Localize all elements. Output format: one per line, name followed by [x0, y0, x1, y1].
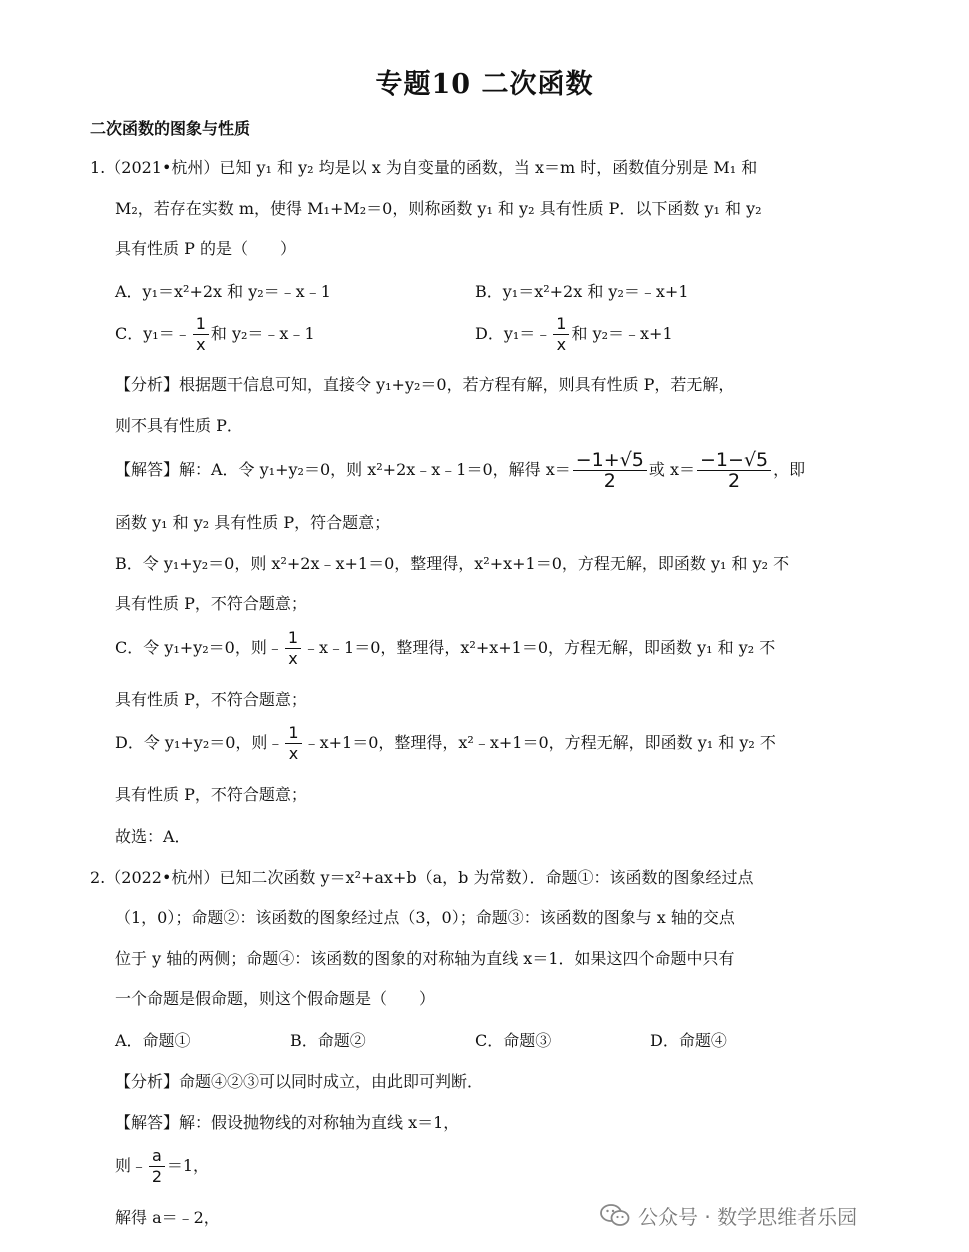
- q1-solution-c-line-1: [115, 628, 775, 669]
- q1-solution-a-suffix: ，即: [773, 460, 806, 479]
- fraction-numerator: −1+√5: [573, 450, 647, 471]
- q1-stem-line-1: 1.（2021•杭州）已知 y₁ 和 y₂ 均是以 x 为自变量的函数，当 x＝m 时，函数值分别是 M₁ 和: [90, 158, 758, 177]
- section-heading: 二次函数的图象与性质: [90, 119, 251, 138]
- q1-solution-c-line-2: 具有性质 P，不符合题意；: [115, 690, 307, 709]
- fraction-a-over-2: [149, 1146, 165, 1187]
- q1-solution-a-or: 或 x＝: [648, 460, 696, 479]
- q1-stem-line-3: 具有性质 P 的是（ ）: [115, 239, 296, 258]
- q1-solution-d-suffix: ﹣x+1＝0，整理得，x²﹣x+1＝0，方程无解，即函数 y₁ 和 y₂ 不: [303, 733, 776, 752]
- fraction-numerator: 1: [285, 723, 301, 744]
- q1-analysis-line-1: 【分析】根据题干信息可知，直接令 y₁+y₂＝0，若方程有解，则具有性质 P，若无解，: [115, 375, 735, 394]
- q2-analysis: 【分析】命题④②③可以同时成立，由此即可判断．: [115, 1072, 484, 1091]
- q1-solution-d-line-1: [115, 723, 776, 764]
- q1-option-d-suffix: 和 y₂＝﹣x+1: [571, 324, 673, 343]
- q2-option-d: D．命题④: [650, 1031, 727, 1050]
- q1-solution-c-suffix: ﹣x﹣1＝0，整理得，x²+x+1＝0，方程无解，即函数 y₁ 和 y₂ 不: [303, 638, 776, 657]
- q1-option-d: [475, 314, 673, 355]
- fraction-numerator: 1: [193, 314, 209, 335]
- q1-option-c-suffix: 和 y₂＝﹣x﹣1: [210, 324, 315, 343]
- fraction-root-plus: [573, 450, 647, 491]
- q1-solution-d-prefix: D．令 y₁+y₂＝0，则﹣: [115, 733, 284, 752]
- fraction-numerator: 1: [285, 628, 301, 649]
- q1-solution-a-prefix: 【解答】解：A．令 y₁+y₂＝0，则 x²+2x﹣x﹣1＝0，解得 x＝: [115, 460, 571, 479]
- fraction-denominator: x: [196, 335, 206, 354]
- q1-option-a: A．y₁＝x²+2x 和 y₂＝﹣x﹣1: [115, 282, 331, 301]
- q2-stem-line-3: 位于 y 轴的两侧；命题④：该函数的图象的对称轴为直线 x＝1．如果这四个命题中只有: [115, 949, 735, 968]
- q2-solution-line-2: [115, 1146, 209, 1187]
- q1-option-c: [115, 314, 315, 355]
- watermark: [600, 1198, 857, 1232]
- q2-option-c: C．命题③: [475, 1031, 552, 1050]
- q2-stem-line-4: 一个命题是假命题，则这个假命题是（ ）: [115, 989, 436, 1008]
- fraction-one-over-x: [553, 314, 569, 355]
- q2-solution-line-2-suffix: ＝1，: [166, 1156, 210, 1175]
- q2-option-a: A．命题①: [115, 1031, 191, 1050]
- q1-solution-b-line-1: B．令 y₁+y₂＝0，则 x²+2x﹣x+1＝0，整理得，x²+x+1＝0，方程无解，即函数 y₁ 和 y₂ 不: [115, 554, 790, 573]
- q1-stem-line-2: M₂，若存在实数 m，使得 M₁+M₂＝0，则称函数 y₁ 和 y₂ 具有性质 P．以下函数 y₁ 和 y₂: [115, 199, 762, 218]
- q1-answer: 故选：A．: [115, 827, 191, 846]
- q1-solution-a: [115, 450, 805, 491]
- q1-option-c-prefix: C．y₁＝﹣: [115, 324, 191, 343]
- q1-solution-c-prefix: C．令 y₁+y₂＝0，则﹣: [115, 638, 283, 657]
- q1-option-d-prefix: D．y₁＝﹣: [475, 324, 552, 343]
- fraction-denominator: x: [288, 649, 298, 668]
- q2-solution-line-3: 解得 a＝﹣2，: [115, 1208, 220, 1227]
- q2-option-b: B．命题②: [290, 1031, 366, 1050]
- wechat-icon: [600, 1203, 630, 1227]
- page-title: 专题10 二次函数: [375, 69, 594, 100]
- q2-stem-line-1: 2.（2022•杭州）已知二次函数 y＝x²+ax+b（a，b 为常数）．命题①：该函数的图象经过点: [90, 868, 754, 887]
- q1-solution-b-line-2: 具有性质 P，不符合题意；: [115, 594, 307, 613]
- fraction-denominator: 2: [151, 1167, 163, 1186]
- fraction-numerator: −1−√5: [697, 450, 771, 471]
- q1-solution-a-line-2: 函数 y₁ 和 y₂ 具有性质 P，符合题意；: [115, 513, 391, 532]
- q1-option-b: B．y₁＝x²+2x 和 y₂＝﹣x+1: [475, 282, 689, 301]
- q1-solution-d-line-2: 具有性质 P，不符合题意；: [115, 785, 307, 804]
- q2-solution-line-2-prefix: 则﹣: [115, 1156, 148, 1175]
- fraction-numerator: a: [149, 1146, 165, 1167]
- fraction-one-over-x: [285, 723, 301, 764]
- fraction-one-over-x: [193, 314, 209, 355]
- q2-stem-line-2: （1，0）；命题②：该函数的图象经过点（3，0）；命题③：该函数的图象与 x 轴的交点: [115, 908, 735, 927]
- fraction-root-minus: [697, 450, 771, 491]
- fraction-denominator: x: [288, 744, 299, 763]
- fraction-denominator: x: [556, 335, 567, 354]
- fraction-numerator: 1: [553, 314, 569, 335]
- watermark-text: 公众号 · 数学思维者乐园: [638, 1204, 858, 1229]
- fraction-denominator: 2: [728, 470, 741, 492]
- fraction-one-over-x: [285, 628, 301, 669]
- q1-analysis-line-2: 则不具有性质 P．: [115, 416, 243, 435]
- q2-solution-line-1: 【解答】解：假设抛物线的对称轴为直线 x＝1，: [115, 1113, 460, 1132]
- fraction-denominator: 2: [603, 470, 616, 492]
